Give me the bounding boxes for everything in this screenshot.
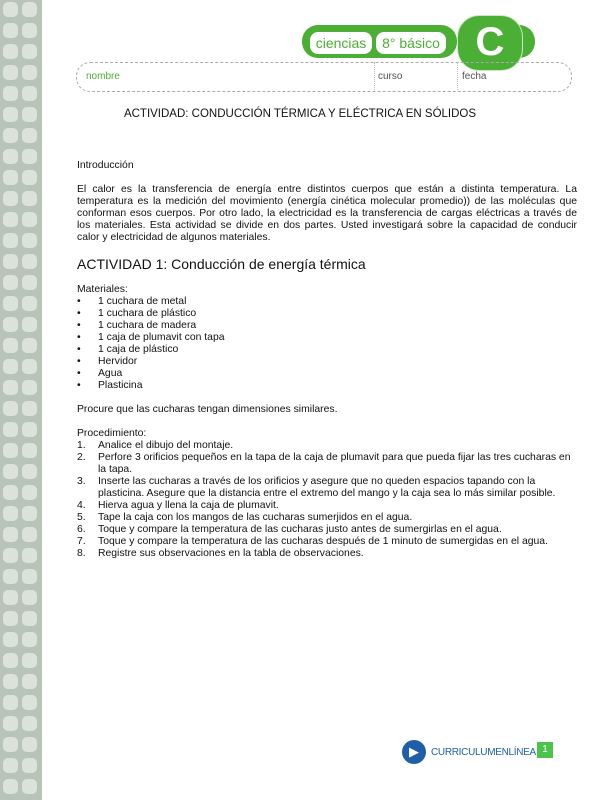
date-field[interactable]: fecha (462, 71, 487, 82)
border-tile (3, 65, 18, 80)
border-tile (22, 590, 37, 605)
border-tile (22, 632, 37, 647)
step-number: 2. (77, 452, 86, 463)
material-item: • 1 cuchara de metal (77, 296, 577, 308)
border-tile (22, 695, 37, 710)
border-tile (22, 170, 37, 185)
procedure-step (77, 536, 577, 548)
border-tile (3, 674, 18, 689)
border-tile (22, 569, 37, 584)
page-title: ACTIVIDAD: CONDUCCIÓN TÉRMICA Y ELÉCTRICA EN SÓLIDOS (123, 108, 477, 120)
border-tile (22, 674, 37, 689)
border-tile (3, 86, 18, 101)
border-tile (3, 149, 18, 164)
border-tile (22, 212, 37, 227)
border-tile (3, 548, 18, 563)
border-tile (3, 758, 18, 773)
procedure-step (77, 440, 577, 452)
subject-letter: C (457, 15, 523, 71)
border-tile (3, 191, 18, 206)
border-tile (3, 401, 18, 416)
border-tile (22, 359, 37, 374)
border-tile (22, 779, 37, 794)
border-tile (3, 128, 18, 143)
border-tile (22, 611, 37, 626)
grade-tag: 8° básico (376, 32, 446, 54)
material-item: • 1 cuchara de plástico (77, 308, 577, 320)
intro-text: El calor es la transferencia de energía entre distintos cuerpos que están a distinta temperatura. La temperatura es la medición del movimiento (energía cinética molecular promedio)) de las moléculas que conforman esos cuerpos. Por otro lado, la electricidad es la transferencia de cargas eléctricas a través de los materiales. Esta actividad se divide en dos partes. Usted investigará sobre la capacidad de conducir calor y electricidad de algunos materiales. (77, 184, 577, 243)
border-tile (22, 443, 37, 458)
step-text: Toque y compare la temperatura de las cucharas justo antes de sumergirlas en el agua. (98, 524, 502, 535)
border-tile (22, 485, 37, 500)
border-tile (22, 506, 37, 521)
procedure-step (77, 512, 577, 524)
step-number: 4. (77, 500, 86, 511)
border-tile (3, 317, 18, 332)
border-tile (22, 149, 37, 164)
material-item: • Agua (77, 368, 577, 380)
logo-text: CURRICULUMENLÍNEA (431, 746, 536, 758)
procedure-list (77, 440, 577, 560)
border-tile (22, 401, 37, 416)
border-tile (3, 737, 18, 752)
procedure-label: Procedimiento: (77, 428, 147, 439)
border-tile (22, 338, 37, 353)
border-tile (3, 233, 18, 248)
activity-heading: ACTIVIDAD 1: Conducción de energía térmica (77, 256, 366, 272)
step-text: Analice el dibujo del montaje. (98, 440, 234, 451)
step-number: 6. (77, 524, 86, 535)
note: Procure que las cucharas tengan dimensiones similares. (77, 404, 338, 415)
procedure-step (77, 524, 577, 536)
border-tile (22, 317, 37, 332)
procedure-step (77, 548, 577, 560)
border-tile (3, 485, 18, 500)
border-tile (3, 527, 18, 542)
material-item: • 1 caja de plumavit con tapa (77, 332, 577, 344)
border-tile (3, 695, 18, 710)
border-tile (3, 632, 18, 647)
course-field[interactable]: curso (378, 71, 403, 82)
border-tile (22, 653, 37, 668)
border-tile (22, 422, 37, 437)
divider (457, 62, 458, 90)
step-number: 5. (77, 512, 86, 523)
border-tile (3, 275, 18, 290)
border-tile (22, 128, 37, 143)
step-text: Perfore 3 orificios pequeños en la tapa de la caja de plumavit para que pueda fijar las tres cucharas en la tapa. (98, 452, 571, 475)
decorative-border (0, 0, 42, 800)
step-number: 1. (77, 440, 86, 451)
border-tile (22, 23, 37, 38)
border-tile (3, 380, 18, 395)
border-tile (3, 464, 18, 479)
border-tile (3, 443, 18, 458)
border-tile (3, 359, 18, 374)
material-item: • Plasticina (77, 380, 577, 392)
border-tile (22, 44, 37, 59)
border-tile (22, 296, 37, 311)
border-tile (3, 212, 18, 227)
border-tile (22, 758, 37, 773)
border-tile (3, 254, 18, 269)
border-tile (3, 779, 18, 794)
step-number: 8. (77, 548, 86, 559)
border-tile (22, 548, 37, 563)
border-tile (22, 233, 37, 248)
border-tile (3, 569, 18, 584)
material-item: • 1 cuchara de madera (77, 320, 577, 332)
step-number: 7. (77, 536, 86, 547)
border-tile (3, 2, 18, 17)
material-item: • Hervidor (77, 356, 577, 368)
border-tile (3, 611, 18, 626)
border-tile (3, 23, 18, 38)
border-tile (3, 590, 18, 605)
border-tile (22, 464, 37, 479)
border-tile (22, 254, 37, 269)
border-tile (3, 716, 18, 731)
page-number: 1 (537, 742, 553, 758)
border-tile (22, 65, 37, 80)
step-text: Registre sus observaciones en la tabla de observaciones. (98, 548, 364, 559)
curriculum-logo (402, 740, 536, 764)
border-tile (22, 86, 37, 101)
border-tile (22, 737, 37, 752)
materials-label: Materiales: (77, 284, 128, 295)
subject-tag: ciencias (310, 32, 372, 54)
step-text: Tape la caja con los mangos de las cucharas sumerjidos en el agua. (98, 512, 413, 523)
border-tile (22, 716, 37, 731)
step-text: Hierva agua y llena la caja de plumavit. (98, 500, 279, 511)
step-text: Inserte las cucharas a través de los orificios y asegure que no queden espacios tapando con la plasticina. Asegure que la distancia entre el extremo del mango y la caja sea lo más similar posible. (98, 476, 556, 499)
border-tile (3, 296, 18, 311)
play-arrow-icon: ▶ (402, 740, 426, 764)
document-body (77, 160, 577, 560)
materials-list (77, 296, 577, 392)
procedure-step (77, 476, 577, 500)
procedure-step (77, 500, 577, 512)
step-number: 3. (77, 476, 86, 487)
border-tile (22, 2, 37, 17)
border-tile (3, 506, 18, 521)
student-info-bar (76, 62, 572, 92)
border-tile (3, 653, 18, 668)
border-tile (22, 380, 37, 395)
border-tile (3, 422, 18, 437)
border-tile (3, 170, 18, 185)
border-tile (3, 44, 18, 59)
border-tile (22, 275, 37, 290)
material-item: • 1 caja de plástico (77, 344, 577, 356)
intro-heading: Introducción (77, 160, 134, 171)
border-tile (22, 191, 37, 206)
divider (374, 62, 375, 90)
step-text: Toque y compare la temperatura de las cucharas después de 1 minuto de sumergidas en el agua. (98, 536, 548, 547)
procedure-step (77, 452, 577, 476)
name-field[interactable]: nombre (86, 71, 120, 82)
border-tile (22, 527, 37, 542)
border-tile (3, 338, 18, 353)
